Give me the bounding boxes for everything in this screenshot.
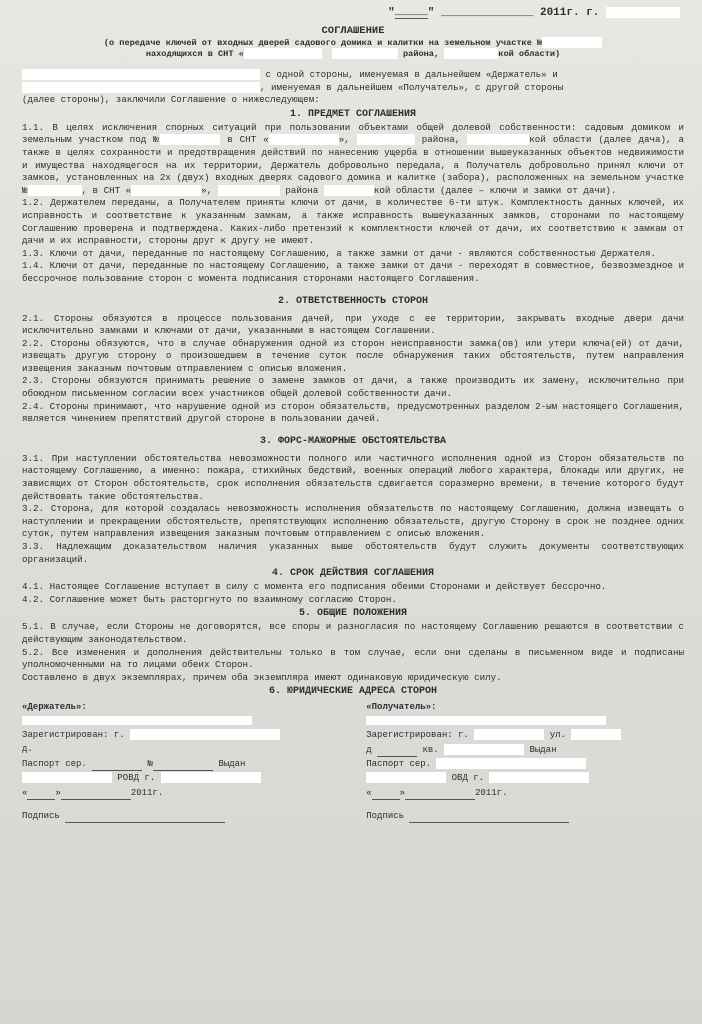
date-year: 2011г. г. bbox=[539, 7, 600, 19]
receiver-signature-label: Подпись bbox=[366, 811, 405, 822]
clause-2-2: 2.2. Стороны обязуются, что в случае обнаружения одной из сторон неисправности замка(ов) или утери ключа(ей) от дачи, извещать другую сторону о произошедшем в течение суток после обнаружения таких обстоятельств, путем направления извещения заказным почтовым отправлением с описью вложения. bbox=[22, 337, 684, 374]
redacted-holder-name bbox=[22, 69, 260, 80]
redacted-city bbox=[606, 7, 680, 18]
clause-1-2: 1.2. Держателем переданы, а Получателем приняты ключи от дачи, в количестве 6-ти штук. Комплектность данных ключей, их исправность и соответствие к указанным замкам, а также исправность вышеуказанных замков, сторонами по настоящему Соглашению проверена и подтверждена. Каких-либо претензий к комплектности ключей от дачи, их соответствию к замкам от дачи и их исправности, стороны друг к другу не имеют. bbox=[22, 197, 684, 247]
date-line bbox=[22, 6, 680, 19]
clause-5-1: 5.1. В случае, если Стороны не договорятся, все споры и разногласия по настоящему Соглашению решаются в соответствии с действующим законодательством. bbox=[22, 621, 684, 645]
redacted-snt bbox=[244, 48, 322, 59]
clause-1-4: 1.4. Ключи от дачи, переданные по настоящему Соглашению, а также замки от дачи - переходят в совместное, безвозмездное и бессрочное пользование сторон с момента подписания сторонами настоящего Соглашения. bbox=[22, 260, 684, 284]
date-quote-close: " bbox=[427, 7, 435, 19]
clause-5-3: Составлено в двух экземплярах, причем оба экземпляра имеют одинаковую юридическую силу. bbox=[22, 671, 502, 683]
clause-3-2: 3.2. Сторона, для которой создалась невозможность исполнения обязательств по настоящему Соглашению, должна извещать о наступлении и прекращении обстоятельств, препятствующих исполнению обязательств, другую Сторону в срок не позднее одних суток, путем направления извещения заказным почтовым отправлением с описью вложения. bbox=[22, 503, 684, 540]
receiver-block: «Получатель»: Зарегистрирован: г. ул. д кв. Выдан Паспорт сер. ОВД г. « » 2011г. Подпись bbox=[366, 700, 684, 823]
clause-2-4: 2.4. Стороны принимают, что нарушение одной из сторон обязательств, предусмотренных разделом 2-ым настоящего Соглашения, является чинением препятствий другой стороне в пользовании дачей. bbox=[22, 400, 684, 425]
clause-4-1: 4.1. Настоящее Соглашение вступает в силу с момента его подписания обеими Сторонами и действует бессрочно. bbox=[22, 581, 607, 593]
redacted-receiver-name bbox=[22, 82, 260, 93]
date-quote-open: " bbox=[388, 7, 395, 19]
redacted-district bbox=[332, 48, 398, 59]
holder-block: «Держатель»: Зарегистрирован: г. д. Паспорт сер. № Выдан РОВД г. « » 2011г. Подпись bbox=[22, 700, 340, 823]
section-2-title: 2. ОТВЕТСТВЕННОСТЬ СТОРОН bbox=[277, 295, 429, 307]
redacted-region bbox=[444, 48, 498, 59]
clause-2-3: 2.3. Стороны обязуются принимать решение о замене замков от дачи, а также производить их замену, исключительно при обоюдном письменном согласии всех участников общей долевой собственности дачи. bbox=[22, 375, 684, 400]
clause-3-1: 3.1. При наступлении обстоятельства невозможности полного или частичного исполнения одной из Сторон обязательств по настоящему Соглашению, а именно: пожара, стихийных бедствий, военных операций любого характера, блокады или других, не зависящих от Сторон обстоятельств, срок исполнения обязательств сдвигается соразмерно времени, в течение которого будут действовать такие обстоятельства. bbox=[22, 452, 684, 502]
date-month-field: ______________ bbox=[440, 7, 534, 19]
date-day-field: _____ bbox=[394, 6, 428, 18]
redacted-plot bbox=[542, 37, 602, 48]
receiver-heading: «Получатель»: bbox=[366, 702, 437, 713]
document-title: СОГЛАШЕНИЕ bbox=[321, 25, 385, 37]
section-6-title: 6. ЮРИДИЧЕСКИЕ АДРЕСА СТОРОН bbox=[268, 686, 438, 698]
clause-1-3: 1.3. Ключи от дачи, переданные по настоящему Соглашению, а также замки от дачи - являются собственностью Держателя. bbox=[22, 247, 657, 259]
clause-4-2: 4.2. Соглашение может быть расторгнуто по взаимному согласию Сторон. bbox=[22, 593, 397, 605]
signature-block bbox=[22, 700, 684, 823]
clause-5-2: 5.2. Все изменения и дополнения действительны только в том случае, если они сделаны в письменном виде и подписаны уполномоченными на то лицами обеих Сторон. bbox=[22, 646, 684, 671]
clause-2-1: 2.1. Стороны обязуются в процессе пользования дачей, при уходе с ее территории, закрывать входные двери дачи исключительно замками и ключами от дачи, указанными в настоящем Соглашении. bbox=[22, 312, 684, 337]
section-4-title: 4. СРОК ДЕЙСТВИЯ СОГЛАШЕНИЯ bbox=[271, 568, 435, 580]
document-subtitle: (о передаче ключей от входных дверей садового домика и калитки на земельном участке № находящихся в СНТ « района, кой области) bbox=[22, 37, 684, 59]
intro-paragraph: с одной стороны, именуемая в дальнейшем «Держатель» и , именуемая в дальнейшем «Получатель», с другой стороны (далее стороны), заключили Соглашение о нижеследующем: bbox=[22, 69, 564, 106]
holder-heading: «Держатель»: bbox=[22, 702, 87, 713]
clause-3-3: 3.3. Надлежащим доказательством наличия указанных выше обстоятельств будут служить документы соответствующих организаций. bbox=[22, 541, 684, 565]
section-5-title: 5. ОБЩИЕ ПОЛОЖЕНИЯ bbox=[298, 608, 408, 620]
clause-1-1: 1.1. В целях исключения спорных ситуаций при пользовании объектами общей долевой собственности: садовым домиком и земельным участком под № в СНТ « », района, кой области (далее дача), а также в целях сохранности и предотвращения действий по нанесению ущерба в отношении вышеуказанных объектов недвижимости и имущества находящегося на их территории, Держатель добровольно передала, а Получатель добровольно принял ключи от замков, установленных на 2х (двух) входных дверях садового домика и калитке (забора), расположенных на земельном участке № , в СНТ « », района кой области (далее – ключи и замки от дачи). bbox=[22, 121, 685, 196]
section-3-title: 3. ФОРС-МАЖОРНЫЕ ОБСТОЯТЕЛЬСТВА bbox=[259, 435, 447, 447]
section-1-title: 1. ПРЕДМЕТ СОГЛАШЕНИЯ bbox=[289, 108, 417, 120]
holder-signature-label: Подпись bbox=[22, 811, 60, 822]
